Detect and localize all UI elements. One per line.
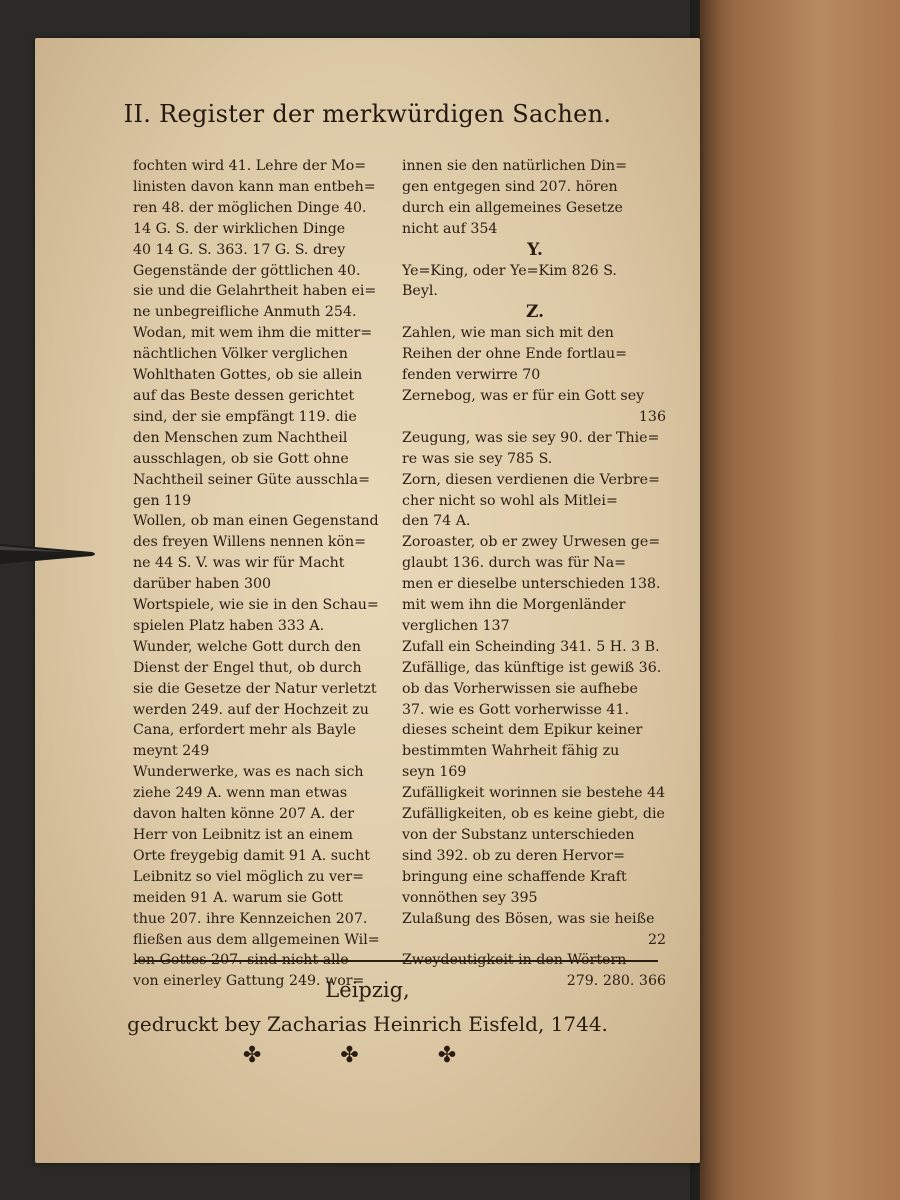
right-column-line: seyn 169: [402, 764, 467, 781]
right-column-line: Z.: [525, 302, 545, 323]
left-column-line: darüber haben 300: [133, 576, 272, 593]
ornament-row: ✤ ✤ ✤: [242, 1043, 493, 1068]
right-column-line: dieses scheint dem Epikur keiner: [402, 722, 643, 739]
left-column-line: ren 48. der möglichen Dinge 40.: [133, 199, 367, 216]
left-column-line: den Menschen zum Nachtheil: [133, 429, 348, 446]
imprint-printer: gedruckt bey Zacharias Heinrich Eisfeld, 1744.: [127, 1012, 608, 1036]
right-column-line: glaubt 136. durch was für Na=: [402, 555, 627, 572]
left-column-line: auf das Beste dessen gerichtet: [133, 387, 355, 404]
left-column-line: 14 G. S. der wirklichen Dinge: [133, 220, 346, 237]
left-column-line: Wunder, welche Gott durch den: [133, 638, 362, 655]
left-column-line: meiden 91 A. warum sie Gott: [133, 889, 343, 906]
right-column-line: 22: [647, 931, 666, 948]
right-column-line: sind 392. ob zu deren Hervor=: [402, 847, 625, 864]
right-column-line: vonnöthen sey 395: [402, 889, 538, 906]
right-column-line: Ye=King, oder Ye=Kim 826 S.: [402, 262, 617, 279]
right-column-line: durch ein allgemeines Gesetze: [402, 199, 623, 216]
right-column-line: mit wem ihn die Morgenländer: [402, 597, 626, 614]
right-column-line: nicht auf 354: [402, 220, 498, 237]
right-column-line: Zufällige, das künftige ist gewiß 36.: [402, 659, 662, 676]
left-column-line: ne unbegreifliche Anmuth 254.: [133, 304, 357, 321]
page-header: II. Register der merkwürdigen Sachen.: [123, 100, 612, 128]
right-column-line: Zorn, diesen verdienen die Verbre=: [402, 471, 660, 488]
left-column-line: Wollen, ob man einen Gegenstand: [133, 513, 379, 530]
left-column-line: fließen aus dem allgemeinen Wil=: [133, 931, 380, 948]
right-column-line: Zufall ein Scheinding 341. 5 H. 3 B.: [402, 638, 660, 655]
left-column-line: meynt 249: [133, 743, 210, 760]
left-column-line: Herr von Leibnitz ist an einem: [133, 827, 353, 843]
right-column-line: Zweydeutigkeit in den Wörtern: [402, 952, 627, 969]
left-column-line: von einerley Gattung 249. wor=: [133, 973, 365, 990]
right-column-line: Beyl.: [402, 283, 438, 300]
left-column-line: sind, der sie empfängt 119. die: [133, 408, 357, 425]
right-column-line: den 74 A.: [402, 513, 471, 530]
right-column-line: innen sie den natürlichen Din=: [402, 158, 628, 174]
right-column-line: men er dieselbe unterschieden 138.: [402, 576, 661, 593]
left-column-line: sie und die Gelahrtheit haben ei=: [133, 283, 377, 300]
left-column-line: len Gottes 207. sind nicht alle: [133, 952, 349, 969]
left-column-line: thue 207. ihre Kennzeichen 207.: [133, 910, 368, 927]
right-column-line: fenden verwirre 70: [402, 367, 541, 384]
left-column-line: Cana, erfordert mehr als Bayle: [133, 722, 357, 739]
left-column-line: davon halten könne 207 A. der: [133, 806, 355, 823]
right-column-line: 37. wie es Gott vorherwisse 41.: [402, 701, 629, 718]
right-column-line: 136: [638, 408, 666, 425]
right-column-line: Reihen der ohne Ende fortlau=: [402, 346, 628, 363]
right-column-line: Zernebog, was er für ein Gott sey: [402, 387, 645, 404]
left-column-line: gen 119: [133, 492, 192, 509]
right-column-line: Zoroaster, ob er zwey Urwesen ge=: [402, 534, 661, 551]
left-column-line: Dienst der Engel thut, ob durch: [133, 659, 362, 676]
book-right-edge: [700, 0, 900, 1200]
right-column-line: gen entgegen sind 207. hören: [402, 178, 618, 195]
left-column-line: Nachtheil seiner Güte ausschla=: [133, 471, 371, 488]
left-column-line: 40 14 G. S. 363. 17 G. S. drey: [133, 241, 346, 258]
left-column-line: ne 44 S. V. was wir für Macht: [133, 555, 345, 572]
right-column-line: Zufälligkeiten, ob es keine giebt, die: [402, 806, 665, 823]
left-column-line: ziehe 249 A. wenn man etwas: [133, 785, 348, 802]
right-column-line: bringung eine schaffende Kraft: [402, 868, 627, 885]
right-column-line: Zulaßung des Bösen, was sie heiße: [402, 910, 655, 927]
right-column-line: Zufälligkeit worinnen sie bestehe 44: [402, 785, 666, 802]
left-column-line: spielen Platz haben 333 A.: [133, 617, 325, 634]
right-column: [402, 156, 668, 992]
left-column-line: Gegenstände der göttlichen 40.: [133, 262, 361, 279]
left-column-line: Wohlthaten Gottes, ob sie allein: [133, 367, 363, 384]
right-column-line: Zahlen, wie man sich mit den: [402, 325, 614, 342]
divider-rule: [135, 960, 658, 962]
right-column-line: re was sie sey 785 S.: [402, 450, 553, 467]
left-column-line: ausschlagen, ob sie Gott ohne: [133, 450, 349, 467]
left-column-line: Wunderwerke, was es nach sich: [133, 764, 364, 781]
right-column-line: von der Substanz unterschieden: [402, 827, 635, 843]
right-column-line: 279. 280. 366: [566, 973, 666, 990]
right-column-line: ob das Vorherwissen sie aufhebe: [402, 680, 638, 697]
left-column-line: nächtlichen Völker verglichen: [133, 346, 348, 363]
right-column-line: cher nicht so wohl als Mitlei=: [402, 492, 618, 509]
left-column-line: werden 249. auf der Hochzeit zu: [133, 701, 369, 718]
right-column-line: Y.: [527, 239, 543, 260]
book-page: [35, 38, 700, 1163]
left-column-line: Orte freygebig damit 91 A. sucht: [133, 847, 370, 864]
left-column-line: fochten wird 41. Lehre der Mo=: [133, 158, 367, 174]
left-column-line: linisten davon kann man entbeh=: [133, 178, 376, 195]
right-column-line: Zeugung, was sie sey 90. der Thie=: [402, 429, 660, 446]
page-pointer-icon: [0, 534, 100, 574]
imprint-city: Leipzig,: [325, 978, 410, 1002]
left-column-line: Leibnitz so viel möglich zu ver=: [133, 868, 365, 885]
left-column-line: Wortspiele, wie sie in den Schau=: [133, 597, 379, 614]
left-column-line: sie die Gesetze der Natur verletzt: [133, 680, 377, 697]
left-column: [133, 156, 391, 992]
left-column-line: Wodan, mit wem ihm die mitter=: [133, 325, 373, 342]
right-column-line: bestimmten Wahrheit fähig zu: [402, 743, 620, 760]
right-column-line: verglichen 137: [402, 617, 510, 634]
left-column-line: des freyen Willens nennen kön=: [133, 534, 367, 551]
